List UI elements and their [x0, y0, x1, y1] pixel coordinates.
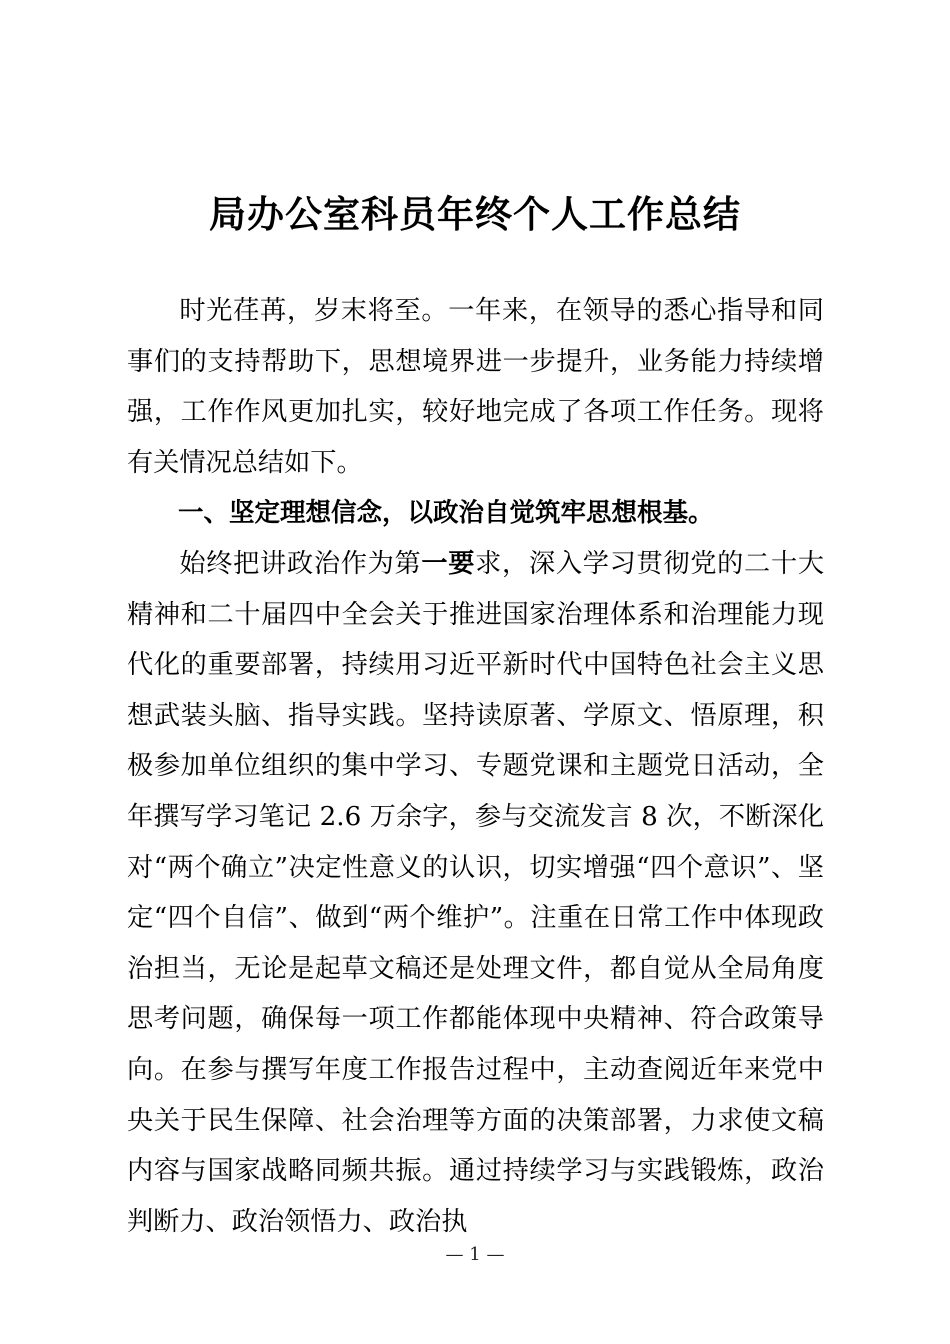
intro-paragraph: 时光荏苒，岁末将至。一年来，在领导的悉心指导和同事们的支持帮助下，思想境界进一步提升，业务能力持续增强，工作作风更加扎实，较好地完成了各项工作任务。现将有关情况总结如下。: [127, 296, 824, 478]
section-1-emphasis: 一要: [421, 548, 476, 579]
section-1-text-start: 始终把讲政治作为第: [179, 548, 422, 579]
page-number: — 1 —: [445, 1244, 505, 1265]
document-title: 局办公室科员年终个人工作总结: [209, 193, 741, 236]
section-1-heading: 一、坚定理想信念，以政治自觉筑牢思想根基。: [178, 498, 714, 529]
section-1-paragraph: [127, 539, 824, 1247]
document-body: [127, 286, 824, 1247]
section-1-text-rest: 求，深入学习贯彻党的二十大精神和二十届四中全会关于推进国家治理体系和治理能力现代化的重要部署，持续用习近平新时代中国特色社会主义思想武装头脑、指导实践。坚持读原著、学原文、悟原理，积极参加单位组织的集中学习、专题党课和主题党日活动，全年撰写学习笔记 2.6 万余字，参与交流发言 8 次，不断深化对“两个确立”决定性意义的认识，切实增强“四个意识”、坚定“四个自信”、做到“两个维护”。注重在日常工作中体现政治担当，无论是起草文稿还是处理文件，都自觉从全局角度思考问题，确保每一项工作都能体现中央精神、符合政策导向。在参与撰写年度工作报告过程中，主动查阅近年来党中央关于民生保障、社会治理等方面的决策部署，力求使文稿内容与国家战略同频共振。通过持续学习与实践锻炼，政治判断力、政治领悟力、政治执: [127, 548, 825, 1237]
